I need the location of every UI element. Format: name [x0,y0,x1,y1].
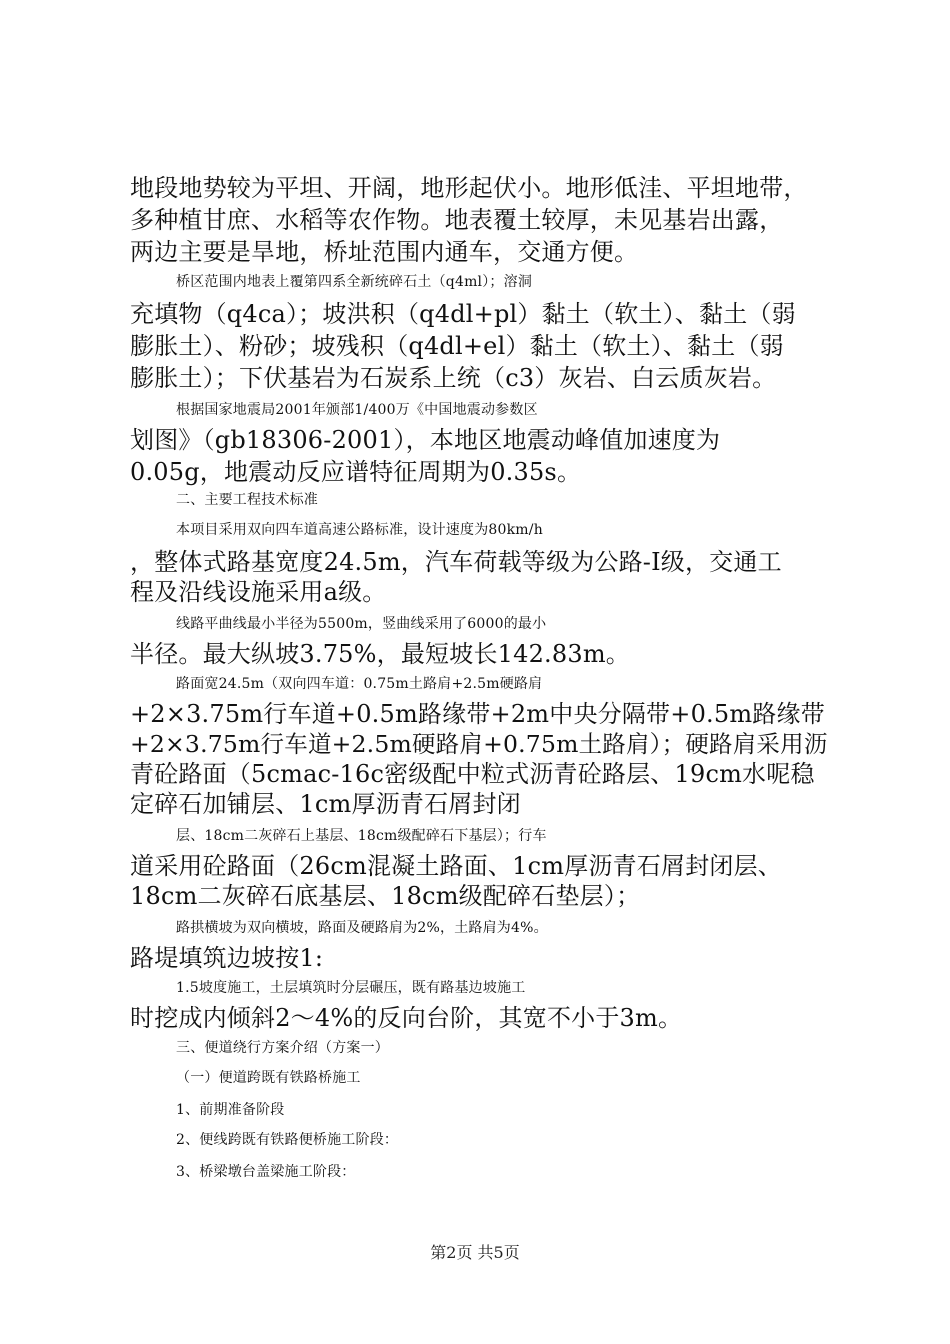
text-line: 膨胀土）；下伏基岩为石炭系上统（c3）灰岩、白云质灰岩。 [130,364,777,392]
text-line: 道采用砼路面（26cm混凝土路面、1cm厚沥青石屑封闭层、 [130,852,783,880]
text-line: 线路平曲线最小半径为5500m，竖曲线采用了6000的最小 [176,616,547,632]
text-line: 青砼路面（5cmac-16c密级配中粒式沥青砼路层、19cm水呢稳 [130,760,815,788]
section-heading: 二、主要工程技术标准 [176,492,318,508]
text-line: 路堤填筑边坡按1: [130,944,324,972]
text-line: 路面宽24.5m（双向四车道：0.75m土路肩+2.5m硬路肩 [176,676,543,692]
text-line: 程及沿线设施采用a级。 [130,578,387,606]
list-item: 1、前期准备阶段 [176,1102,285,1118]
text-line: 多种植甘庶、水稻等农作物。地表覆土较厚，未见基岩出露， [130,206,784,234]
text-line: 定碎石加铺层、1cm厚沥青石屑封闭 [130,790,521,818]
text-line: 两边主要是旱地，桥址范围内通车，交通方便。 [130,238,639,266]
section-heading: 三、便道绕行方案介绍（方案一） [176,1040,389,1056]
text-line: 本项目采用双向四车道高速公路标准，设计速度为80km/h [176,522,543,538]
subsection-heading: （一）便道跨既有铁路桥施工 [176,1070,361,1086]
list-item: 3、桥梁墩台盖梁施工阶段： [176,1164,356,1180]
list-item: 2、便线跨既有铁路便桥施工阶段： [176,1132,399,1148]
text-line: +2×3.75m行车道+2.5m硬路肩+0.75m土路肩）；硬路肩采用沥 [130,730,828,758]
text-line: 划图》（gb18306-2001），本地区地震动峰值加速度为 [130,426,721,454]
text-line: +2×3.75m行车道+0.5m路缘带+2m中央分隔带+0.5m路缘带 [130,700,825,728]
text-line: 地段地势较为平坦、开阔，地形起伏小。地形低洼、平坦地带， [130,174,808,202]
text-line: 1.5坡度施工，土层填筑时分层碾压，既有路基边坡施工 [176,980,526,996]
text-line: 桥区范围内地表上覆第四系全新统碎石土（q4ml）；溶洞 [176,274,533,290]
page-number: 第2页 共5页 [430,1243,520,1262]
text-line: 时挖成内倾斜2～4%的反向台阶，其宽不小于3m。 [130,1004,683,1032]
text-line: 半径。最大纵坡3.75%，最短坡长142.83m。 [130,640,630,668]
text-line: ，整体式路基宽度24.5m，汽车荷载等级为公路-Ⅰ级，交通工 [130,548,782,576]
text-line: 充填物（q4ca）；坡洪积（q4dl+pl）黏土（软土）、黏土（弱 [130,300,796,328]
text-line: 根据国家地震局2001年颁部1/400万《中国地震动参数区 [176,402,538,418]
text-line: 层、18cm二灰碎石上基层、18cm级配碎石下基层）；行车 [176,828,547,844]
text-line: 膨胀土）、粉砂；坡残积（q4dl+el）黏土（软土）、黏土（弱 [130,332,784,360]
text-line: 18cm二灰碎石底基层、18cm级配碎石垫层）； [130,882,641,910]
text-line: 路拱横坡为双向横坡，路面及硬路肩为2%，土路肩为4%。 [176,920,548,936]
text-line: 0.05g，地震动反应谱特征周期为0.35s。 [130,458,582,486]
